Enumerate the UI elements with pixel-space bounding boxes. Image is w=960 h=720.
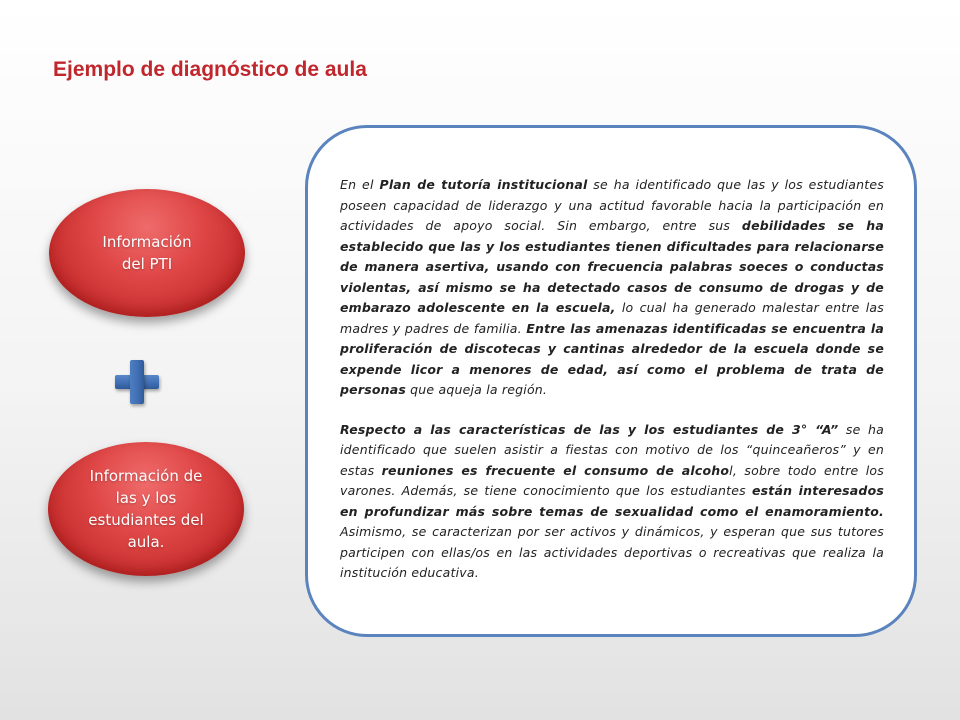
text-run: Asimismo, se caracterizan por ser activos y dinámicos, y esperan que sus tutores participen con ellas/os en las actividades deportivas o recreativas que realiza la institución educativa. <box>340 524 884 580</box>
text-run: lo cual ha generado malestar entre las madres y padres de familia. <box>340 300 884 336</box>
circle-info-pti-label <box>70 231 223 275</box>
text-run-bold: Entre las amenazas identificadas se encuentra la proliferación de discotecas y cantinas alrededor de la escuela donde se expende licor a menores de edad, así como el problema de trata de personas <box>340 320 885 397</box>
circle-label-line: aula. <box>127 533 165 551</box>
text-run-bold: debilidades se ha establecido que las y los estudiantes tienen dificultades para relacionarse de manera asertiva, usando con frecuencia palabras soeces o conductas violentas, así mismo se ha detectado casos de consumo de drogas y de embarazo adolescente en la escuela, <box>340 218 884 315</box>
text-run: que aqueja la región. <box>406 382 548 397</box>
circle-info-students-label <box>56 465 235 553</box>
diagnosis-text <box>340 175 884 584</box>
circle-label-line: las y los <box>115 489 177 507</box>
slide-title: Ejemplo de diagnóstico de aula <box>53 58 367 81</box>
text-run: se ha identificado que las y los estudiantes poseen capacidad de liderazgo y una actitud favorable hacia la participación en actividades de apoyo social. Sin embargo, entre sus <box>340 177 884 233</box>
circle-info-students <box>48 442 244 576</box>
circle-label-line: Información <box>102 233 192 251</box>
text-run-bold: Respecto a las características de las y los estudiantes de 3° “A” <box>340 421 839 437</box>
circle-label-line: Información de <box>89 467 203 485</box>
plus-icon <box>115 360 159 404</box>
text-run: En el <box>340 177 380 192</box>
text-run-bold: reuniones es frecuente el consumo de alcoho <box>381 462 730 478</box>
text-run-bold: Plan de tutoría institucional <box>379 177 588 192</box>
circle-info-pti <box>49 189 245 317</box>
plus-icon-vertical-bar <box>130 360 144 404</box>
paragraph-students <box>340 420 884 584</box>
text-run: se ha identificado que suelen asistir a fiestas con motivo de los “quinceañeros” y en estas <box>340 421 884 478</box>
text-run-bold: están interesados en profundizar más sobre temas de sexualidad como el enamoramiento. <box>340 483 884 519</box>
paragraph-pti <box>340 175 884 401</box>
circle-label-line: estudiantes del <box>88 511 204 529</box>
text-run: l, sobre todo entre los varones. Además, se tiene conocimiento que los estudiantes <box>340 462 884 498</box>
circle-label-line: del PTI <box>121 255 173 273</box>
